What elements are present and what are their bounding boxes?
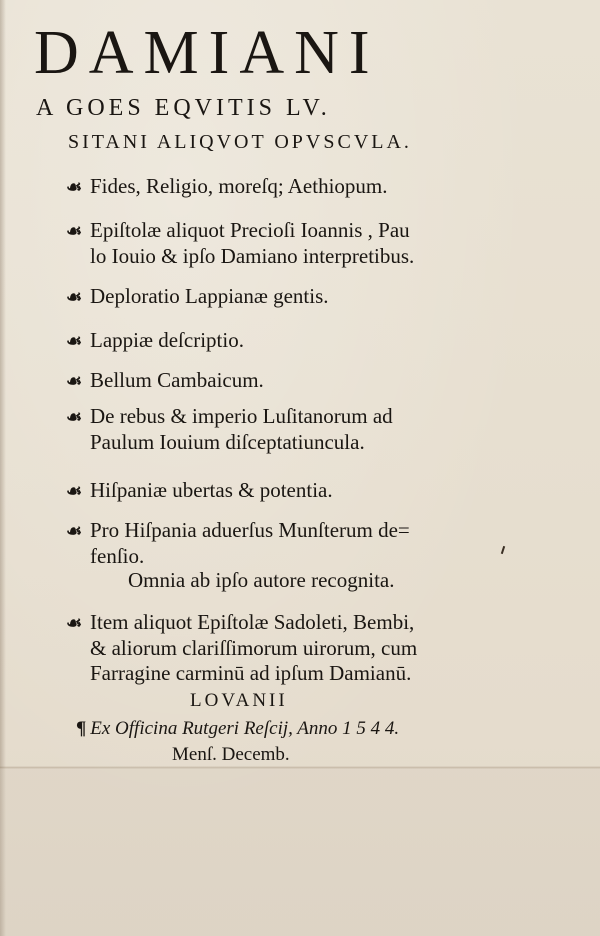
- author-title: DAMIANI: [34, 19, 380, 87]
- item-text: Item aliquot Epiſtolæ Sadoleti, Bembi,: [90, 610, 415, 634]
- contents-item-4: [66, 328, 244, 354]
- contents-item-1: [66, 174, 388, 200]
- fleuron-icon: ☙: [66, 371, 83, 391]
- contents-item-7: [66, 478, 333, 504]
- item-text: Pro Hiſpania aduerſus Munſterum de=: [90, 518, 410, 542]
- lower-blank-area: [0, 768, 600, 936]
- fleuron-icon: ☙: [66, 177, 83, 197]
- fleuron-icon: ☙: [66, 287, 83, 307]
- imprint-text: Ex Officina Rutgeri Reſcij, Anno 1 5 4 4.: [90, 718, 400, 739]
- item-text-continued: & aliorum clariſſimorum uirorum, cum: [90, 635, 418, 660]
- contents-item-9: [66, 610, 417, 687]
- item-text-continued: lo Iouio & ipſo Damiano interpretibus.: [90, 243, 415, 268]
- fleuron-icon: ☙: [66, 481, 83, 501]
- contents-item-8: [66, 518, 410, 569]
- fleuron-icon: ☙: [66, 521, 83, 541]
- fleuron-icon: ☙: [66, 613, 83, 633]
- paper-crease: [0, 766, 600, 769]
- fleuron-icon: ☙: [66, 407, 83, 427]
- subtitle-line-2: SITANI ALIQVOT OPVSCVLA.: [68, 131, 412, 153]
- pilcrow-icon: ¶: [76, 718, 87, 739]
- item-text: Hiſpaniæ ubertas & potentia.: [90, 478, 333, 502]
- item-text-continued: fenſio.: [90, 543, 145, 568]
- item-text: Epiſtolæ aliquot Precioſi Ioannis , Pau: [90, 218, 410, 242]
- imprint-line: [76, 718, 399, 740]
- imprint-date: Menſ. Decemb.: [172, 744, 290, 765]
- contents-item-2: [66, 218, 414, 269]
- imprint-place: LOVANII: [190, 690, 288, 711]
- item-text: Lappiæ deſcriptio.: [90, 328, 244, 352]
- item-text-continued: Paulum Iouium diſceptatiuncula.: [90, 429, 365, 454]
- item-text-continued: Farragine carminū ad ipſum Damianū.: [90, 661, 412, 686]
- item-text: Fides, Religio, moreſq; Aethiopum.: [90, 174, 388, 198]
- contents-item-6: [66, 404, 393, 455]
- contents-item-5: [66, 368, 264, 394]
- recognition-note: Omnia ab ipſo autore recognita.: [128, 568, 395, 592]
- contents-item-3: [66, 284, 329, 310]
- ink-mark: [501, 546, 505, 554]
- item-text: Deploratio Lappianæ gentis.: [90, 284, 329, 308]
- fleuron-icon: ☙: [66, 331, 83, 351]
- fleuron-icon: ☙: [66, 221, 83, 241]
- item-text: Bellum Cambaicum.: [90, 368, 264, 392]
- subtitle-line-1: A GOES EQVITIS LV.: [36, 95, 331, 121]
- item-text: De rebus & imperio Luſitanorum ad: [90, 404, 393, 428]
